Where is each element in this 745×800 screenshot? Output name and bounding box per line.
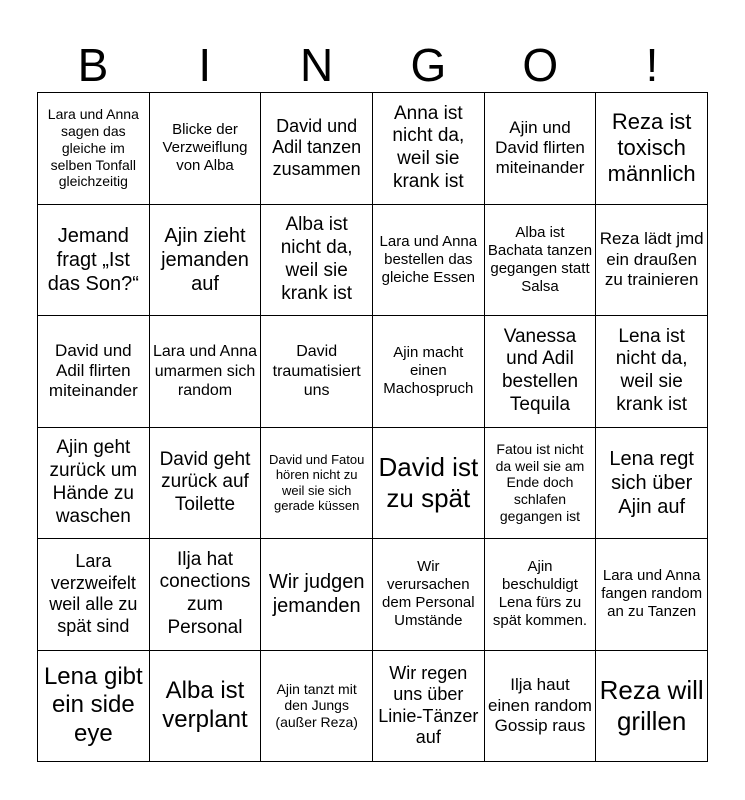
bingo-cell[interactable]: David und Adil flirten miteinander — [38, 316, 150, 428]
bingo-cell[interactable]: Jemand fragt „Ist das Son?“ — [38, 205, 150, 317]
bingo-cell[interactable]: Alba ist verplant — [150, 651, 262, 763]
header-letter-exclamation: ! — [645, 39, 659, 91]
bingo-cell[interactable]: Lara und Anna umarmen sich random — [150, 316, 262, 428]
bingo-cell[interactable]: Blicke der Verzweiflung von Alba — [150, 93, 262, 205]
header-letter-i: I — [198, 39, 212, 91]
header-letter-b: B — [77, 39, 109, 91]
bingo-cell[interactable]: Reza ist toxisch männlich — [596, 93, 708, 205]
bingo-cell[interactable]: Ajin macht einen Machospruch — [373, 316, 485, 428]
bingo-cell[interactable]: Fatou ist nicht da weil sie am Ende doch schlafen gegangen ist — [485, 428, 597, 540]
bingo-cell[interactable]: David und Fatou hören nicht zu weil sie sich gerade küssen — [261, 428, 373, 540]
bingo-cell[interactable]: Lara und Anna fangen random an zu Tanzen — [596, 539, 708, 651]
bingo-cell[interactable]: Reza will grillen — [596, 651, 708, 763]
bingo-cell[interactable]: David ist zu spät — [373, 428, 485, 540]
bingo-cell[interactable]: Ajin beschuldigt Lena fürs zu spät kommen. — [485, 539, 597, 651]
header-letter-g: G — [410, 39, 447, 91]
bingo-cell[interactable]: Anna ist nicht da, weil sie krank ist — [373, 93, 485, 205]
bingo-cell[interactable]: Ajin tanzt mit den Jungs (außer Reza) — [261, 651, 373, 763]
bingo-cell[interactable]: Alba ist nicht da, weil sie krank ist — [261, 205, 373, 317]
bingo-cell[interactable]: Ajin zieht jemanden auf — [150, 205, 262, 317]
bingo-cell[interactable]: Ilja haut einen random Gossip raus — [485, 651, 597, 763]
bingo-cell[interactable]: Wir regen uns über Linie-Tänzer auf — [373, 651, 485, 763]
bingo-cell[interactable]: Reza lädt jmd ein draußen zu trainieren — [596, 205, 708, 317]
bingo-cell[interactable]: Lara und Anna bestellen das gleiche Essen — [373, 205, 485, 317]
bingo-grid — [37, 92, 708, 762]
bingo-cell[interactable]: Ilja hat conections zum Personal — [150, 539, 262, 651]
bingo-cell[interactable]: Ajin und David flirten miteinander — [485, 93, 597, 205]
bingo-cell[interactable]: Lena gibt ein side eye — [38, 651, 150, 763]
bingo-cell[interactable]: Ajin geht zurück um Hände zu waschen — [38, 428, 150, 540]
bingo-cell[interactable]: Wir judgen jemanden — [261, 539, 373, 651]
bingo-cell[interactable]: David und Adil tanzen zusammen — [261, 93, 373, 205]
bingo-cell[interactable]: David geht zurück auf Toilette — [150, 428, 262, 540]
bingo-cell[interactable]: David traumatisiert uns — [261, 316, 373, 428]
bingo-header — [37, 38, 708, 92]
bingo-cell[interactable]: Lara verzweifelt weil alle zu spät sind — [38, 539, 150, 651]
header-letter-o: O — [522, 39, 559, 91]
bingo-cell[interactable]: Lara und Anna sagen das gleiche im selben Tonfall gleichzeitig — [38, 93, 150, 205]
bingo-cell[interactable]: Wir verursachen dem Personal Umstände — [373, 539, 485, 651]
bingo-cell[interactable]: Vanessa und Adil bestellen Tequila — [485, 316, 597, 428]
bingo-cell[interactable]: Lena regt sich über Ajin auf — [596, 428, 708, 540]
bingo-cell[interactable]: Lena ist nicht da, weil sie krank ist — [596, 316, 708, 428]
bingo-cell[interactable]: Alba ist Bachata tanzen gegangen statt Salsa — [485, 205, 597, 317]
header-letter-n: N — [299, 39, 334, 91]
